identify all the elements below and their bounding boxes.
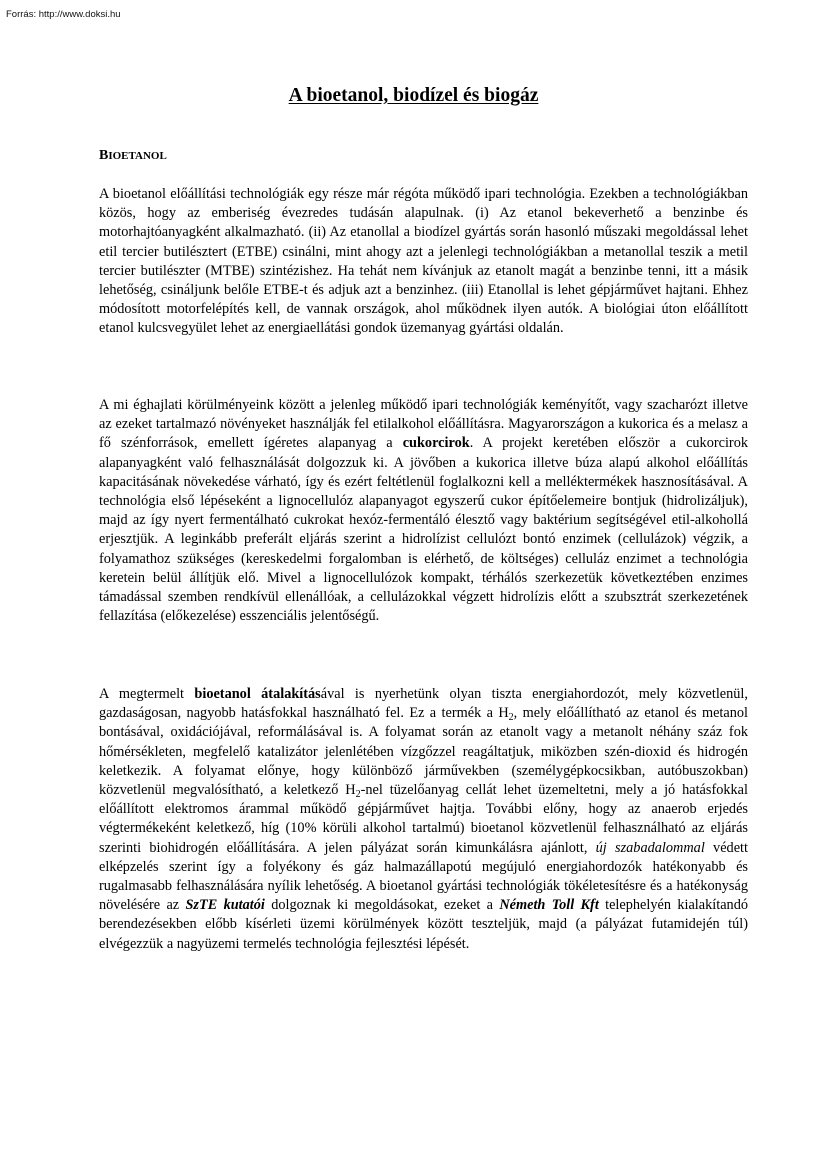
document-title (0, 85, 827, 107)
p3-text-e: -nel tüzelőanyag cellát lehet üzemeltetni, mely a jó hatásfokkal előállított elektromos árammal működő gépjárművet hajtja. További előny, hogy az anaerob erjedés végtermékeként keletkező, híg (10% körüli alkohol tartalmú) bioetanol közvetlenül felhasználható az eljárás szerinti biohidrogén előállítására. A jelen pályázat során kimunkálásra ajánlott, (99, 782, 748, 856)
p3-bolditalic-szte: SzTE kutatói (185, 897, 265, 914)
p2-text-a: A mi éghajlati körülményeink között a jelenleg működő ipari technológiák keményítőt, vagy szacharózt illetve az ezeket tartalmazó növényeket használják fel etilalkohol előállításra. Magyarországon a kukorica és a melasz a fő szénforrások, emellett ígéretes alapanyag a (99, 397, 748, 452)
p2-text-c: . A projekt keretében először a cukorcirok alapanyagként való felhasználását dolgozzuk ki. A jövőben a kukorica illetve búza alapú alkohol előállítás kapacitásának növekedése várható, így és ezért feltétlenül foglalkozni kell a melléktermékek hasznosításával. A technológia első lépéseként a lignocellulóz alapanyagot egyszerű cukor építőelemeire bontjuk (hidrolizáljuk), majd az így nyert fermentálható cukrokat hexóz-fermentáló élesztő vagy baktérium segítségével etil-alkohollá erjesztjük. A leginkább preferált eljárás szerint a hidrolízist cellulózt bontó enzimek (cellulázok) végzik, a folyamathoz szükséges (kereskedelmi forgalomban is elérhető, de költséges) celluláz enzimet a technológia keretein belül állítjük elő. Mivel a lignocellulózok kompakt, térhálós szerkezetük következtében enzimes támadással szemben rendkívül ellenállóak, a cellulázokkal végzett hidrolízis előtt a szubsztrát szerkezetének fellazítása (előkezelése) esszenciális jelentőségű. (99, 435, 748, 625)
p3-bolditalic-nemeth: Németh Toll Kft (499, 897, 599, 914)
p3-italic-szabadalom: új szabadalommal (595, 839, 705, 856)
p3-bold-bioetanol: bioetanol átalakítás (194, 686, 321, 702)
p3-text-c: ával is nyerhetünk olyan tiszta energiahordozót, mely közvetlenül, gazdaságosan, nagyobb hatásfokkal használható fel. Ez a termék a H (99, 686, 748, 722)
paragraph-1: A bioetanol előállítási technológiák egy része már régóta működő ipari technológia. Ezekben a technológiákban közös, hogy az emberiség évezredes tudásán alapulnak. (i) Az etanol bekeverhető a benzinbe és motorhajtóanyagként alkalmazható. (ii) Az etanollal a biodízel gyártás során hasonló műszaki megoldással lehet etil tercier butilésztert (ETBE) csinálni, mint ahogy azt a jelenlegi technológiákban a metanollal teszik a metil tercier butilészter (MTBE) szintézishez. Ha tehát nem kívánjuk az etanolt magát a benzinbe tenni, itt a másik lehetőség, csináljunk belőle ETBE-t és adjuk azt a benzinhez. (iii) Etanollal is lehet gépjárművet hajtani. Ehhez módosított motorfelépítés kell, de vannak országok, ahol működnek ilyen autók. A biológiai úton előállított etanol kulcsvegyület lehet az energiaellátási gondok üzemanyag gyártási oldalán. (99, 186, 748, 337)
p3-text-f: védett elképzelés szerint így a folyékony és gáz halmazállapotú megújuló energiahordozók hatékonyabb és rugalmasabb felhasználására nyílik lehetőség. A bioetanol gyártási technológiák tökéletesítésre és a hatékonyság növelésére az (99, 839, 748, 914)
heading-initial: B (99, 148, 109, 163)
heading-rest: IOETANOL (108, 150, 167, 162)
source-url: Forrás: http://www.doksi.hu (6, 9, 121, 20)
section-heading-bioetanol (99, 148, 167, 164)
paragraph-3 (99, 685, 748, 954)
paragraph-2 (99, 396, 748, 626)
p3-text-g: dolgoznak ki megoldásokat, ezeket a (264, 897, 500, 914)
title-text: A bioetanol, biodízel és biogáz (288, 85, 539, 106)
p3-text-a: A megtermelt (99, 686, 195, 702)
p3-text-h: telephelyén kialakítandó berendezésekben előbb kísérleti üzemi körülmények között teszteljük, majd (a pályázat futamidején túl) elvégezzük a nagyüzemi termelés technológia fejlesztési lépését. (99, 897, 748, 952)
p3-text-d: , mely előállítható az etanol és metanol bontásával, oxidációjával, reformálásával is. A folyamat során az etanolt vagy a metanolt néhány száz fok hőmérsékleten, megfelelő katalizátor jelenlétében vízgőzzel reagáltatjuk, miközben szén-dioxid és hidrogén keletkezik. A folyamat előnye, hogy különböző járművekben (személygépkocsikban, autóbuszokban) közvetlenül megvalósítható, a keletkező H (99, 705, 748, 799)
p3-subscript-1: 2 (508, 712, 514, 724)
p3-subscript-2: 2 (355, 789, 361, 801)
p2-bold-cukorcirok: cukorcirok (402, 435, 470, 452)
